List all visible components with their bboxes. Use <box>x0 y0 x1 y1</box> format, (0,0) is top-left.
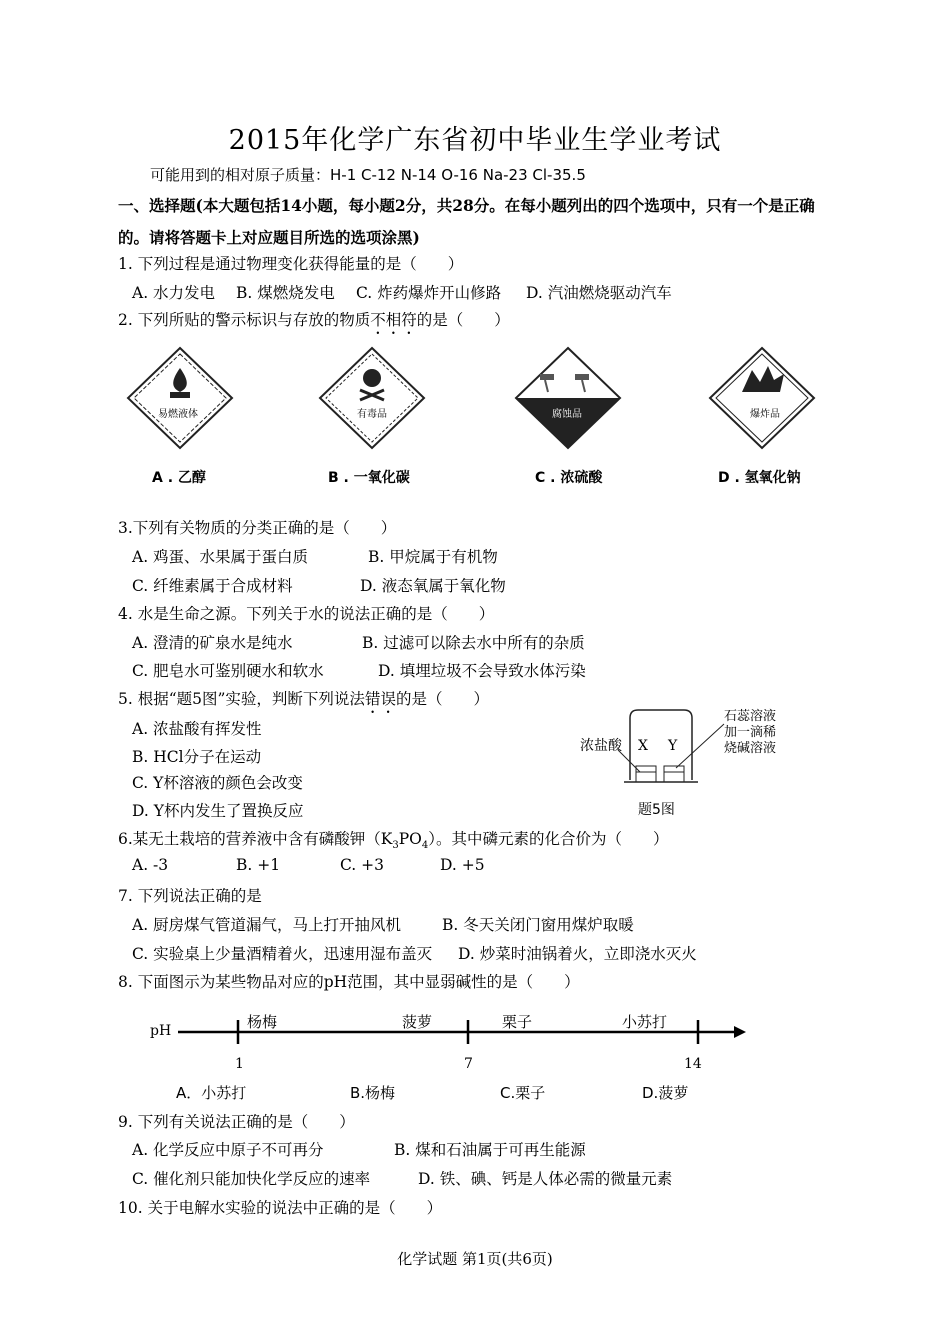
q6-option-d: D. +5 <box>440 856 485 874</box>
q3-option-a: A. 鸡蛋、水果属于蛋白质 <box>132 548 309 566</box>
explosive-icon <box>710 348 814 448</box>
ph-axis-label: pH <box>150 1023 172 1039</box>
sign-c-caption: C . 浓硫酸 <box>535 470 603 486</box>
q3-option-c: C. 纤维素属于合成材料 <box>132 577 293 595</box>
ph-item-lizi: 栗子 <box>502 1013 533 1031</box>
q4-option-a: A. 澄清的矿泉水是纯水 <box>132 634 293 652</box>
sign-a-caption: A . 乙醇 <box>152 470 206 486</box>
q6-option-c: C. +3 <box>340 856 385 874</box>
q5-option-c: C. Y杯溶液的颜色会改变 <box>132 774 303 792</box>
q1-option-a: A. 水力发电 <box>132 284 216 302</box>
q8-option-d: D.菠萝 <box>642 1084 689 1102</box>
page-title: 2015年化学广东省初中毕业生学业考试 <box>228 125 722 156</box>
q2-stem: 2. 下列所贴的警示标识与存放的物质不相符的是（ ） <box>118 311 510 329</box>
ph-tick-1: 1 <box>235 1056 244 1072</box>
q1-stem: 1. 下列过程是通过物理变化获得能量的是（ ） <box>118 255 464 273</box>
q9-option-d: D. 铁、碘、钙是人体必需的微量元素 <box>418 1170 673 1188</box>
corrosive-icon <box>516 348 620 448</box>
q8-option-a: A．小苏打 <box>176 1084 247 1102</box>
section-heading: 一、选择题(本大题包括14小题，每小题2分，共28分。在每小题列出的四个选项中，只有一个是正确的。请将答题卡上对应题目所选的选项涂黑) <box>118 196 815 247</box>
q8-stem: 8. 下面图示为某些物品对应的pH范围，其中显弱碱性的是（ ） <box>118 973 580 991</box>
fig5-right-labels: 石蕊溶液 加一滴稀 烧碱溶液 <box>724 709 777 756</box>
q8-option-b: B.杨梅 <box>350 1084 396 1102</box>
ph-item-yangmei: 杨梅 <box>247 1013 278 1031</box>
sign-a-text: 易燃液体 <box>158 409 198 420</box>
q7-option-b: B. 冬天关闭门窗用煤炉取暖 <box>442 916 634 934</box>
q6-option-b: B. +1 <box>236 856 281 874</box>
q5-option-d: D. Y杯内发生了置换反应 <box>132 802 304 820</box>
q1-options <box>132 281 672 303</box>
q7-option-c: C. 实验桌上少量酒精着火，迅速用湿布盖灭 <box>132 945 433 963</box>
q5-option-b: B. HCl分子在运动 <box>132 748 262 766</box>
q1-option-b: B. 煤燃烧发电 <box>236 284 335 302</box>
fig5-left-label: 浓盐酸 <box>580 738 622 754</box>
q9-option-a: A. 化学反应中原子不可再分 <box>132 1141 324 1159</box>
q5-stem: 5. 根据“题5图”实验，判断下列说法错误的是（ ） <box>118 690 489 708</box>
sign-b-caption: B . 一氧化碳 <box>328 470 410 486</box>
emphasis-text: 错误 <box>364 690 396 708</box>
ph-item-boluo: 菠萝 <box>402 1013 433 1031</box>
q9-option-b: B. 煤和石油属于可再生能源 <box>394 1141 586 1159</box>
q3-option-d: D. 液态氧属于氧化物 <box>360 577 506 595</box>
q7-option-a: A. 厨房煤气管道漏气，马上打开抽风机 <box>132 916 402 934</box>
sign-b-text: 有毒品 <box>357 409 387 420</box>
ph-item-xiaosuda: 小苏打 <box>622 1013 668 1031</box>
q3-option-b: B. 甲烷属于有机物 <box>368 548 498 566</box>
q1-option-d: D. 汽油燃烧驱动汽车 <box>526 284 672 302</box>
atomic-masses: 可能用到的相对原子质量：H-1 C-12 N-14 O-16 Na-23 Cl-35.5 <box>150 166 586 184</box>
fig5-caption: 题5图 <box>638 802 675 818</box>
sign-d-caption: D . 氢氧化钠 <box>718 470 801 486</box>
emphasis-text: 不相符 <box>370 311 417 329</box>
q3-stem: 3.下列有关物质的分类正确的是（ ） <box>118 519 397 537</box>
q9-option-c: C. 催化剂只能加快化学反应的速率 <box>132 1170 371 1188</box>
q7-stem: 7. 下列说法正确的是 <box>118 887 262 905</box>
q1-option-c: C. 炸药爆炸开山修路 <box>356 284 502 302</box>
fig5-x-label: X <box>638 738 648 754</box>
sign-c-text: 腐蚀品 <box>552 409 582 420</box>
q10-stem: 10. 关于电解水实验的说法中正确的是（ ） <box>118 1199 443 1217</box>
q8-option-c: C.栗子 <box>500 1084 546 1102</box>
ph-tick-7: 7 <box>464 1056 473 1072</box>
q7-option-d: D. 炒菜时油锅着火，立即浇水灭火 <box>458 945 697 963</box>
flammable-liquid-icon <box>128 348 232 448</box>
ph-tick-14: 14 <box>684 1056 702 1072</box>
toxic-icon <box>320 348 424 448</box>
q4-option-c: C. 肥皂水可鉴别硬水和软水 <box>132 662 324 680</box>
q9-stem: 9. 下列有关说法正确的是（ ） <box>118 1113 355 1131</box>
sign-d-text: 爆炸品 <box>750 409 780 420</box>
q4-option-d: D. 填埋垃圾不会导致水体污染 <box>378 662 586 680</box>
page-footer: 化学试题 第1页(共6页) <box>397 1250 553 1268</box>
fig5-y-label: Y <box>668 738 678 754</box>
q6-option-a: A. -3 <box>132 856 169 874</box>
q5-option-a: A. 浓盐酸有挥发性 <box>132 720 262 738</box>
q6-stem: 6.某无土栽培的营养液中含有磷酸钾$(K_3PO_4)$。其中磷元素的化合价为（ ） <box>118 830 669 852</box>
q4-stem: 4. 水是生命之源。下列关于水的说法正确的是（ ） <box>118 605 495 623</box>
q4-option-b: B. 过滤可以除去水中所有的杂质 <box>362 634 585 652</box>
